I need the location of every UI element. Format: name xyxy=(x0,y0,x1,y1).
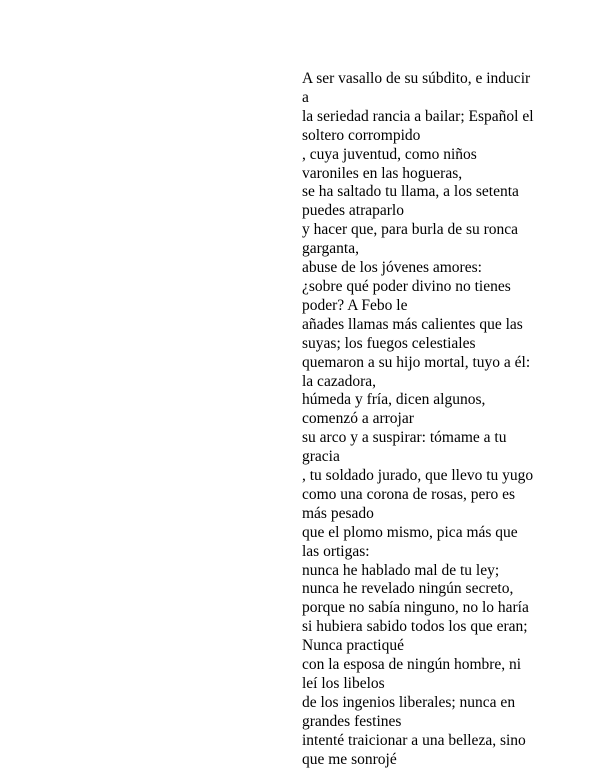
text-line: soltero corrompido xyxy=(302,126,421,144)
text-line: gracia xyxy=(302,448,340,466)
text-line: garganta, xyxy=(302,240,359,258)
text-line: ¿sobre qué poder divino no tienes xyxy=(302,277,511,295)
text-line: más pesado xyxy=(302,504,374,522)
text-line: puedes atraparlo xyxy=(302,202,404,220)
text-line: de los ingenios liberales; nunca en xyxy=(302,693,516,711)
text-line: con la esposa de ningún hombre, ni xyxy=(302,656,522,674)
text-line: leí los libelos xyxy=(302,675,385,692)
text-line: la seriedad rancia a bailar; Español el xyxy=(302,107,534,125)
text-line: comenzó a arrojar xyxy=(302,410,414,428)
text-line: que el plomo mismo, pica más que xyxy=(302,523,518,541)
text-line: A ser vasallo de su súbdito, e inducir xyxy=(302,70,531,87)
text-line: que me sonrojé xyxy=(302,750,397,768)
text-line: la cazadora, xyxy=(302,372,376,390)
text-line: como una corona de rosas, pero es xyxy=(302,485,516,503)
text-line: grandes festines xyxy=(302,712,402,730)
text-line: poder? A Febo le xyxy=(302,296,408,314)
text-line: nunca he revelado ningún secreto, xyxy=(302,580,514,598)
text-line: su arco y a suspirar: tómame a tu xyxy=(302,429,507,447)
text-line: , tu soldado jurado, que llevo tu yugo xyxy=(302,467,534,485)
text-line: se ha saltado tu llama, a los setenta xyxy=(302,183,519,201)
text-line: a xyxy=(302,88,309,106)
text-line: y hacer que, para burla de su ronca xyxy=(302,221,519,239)
text-line: porque no sabía ninguno, no lo haría xyxy=(302,599,529,617)
text-line: nunca he hablado mal de tu ley; xyxy=(302,561,500,579)
text-line: varoniles en las hogueras, xyxy=(302,164,463,182)
text-line: añades llamas más calientes que las xyxy=(302,315,523,333)
text-line: si hubiera sabido todos los que eran; xyxy=(302,618,528,636)
text-line: intenté traicionar a una belleza, sino xyxy=(302,731,526,749)
poem-text-block xyxy=(302,70,542,770)
text-line: las ortigas: xyxy=(302,542,370,560)
text-line: Nunca practiqué xyxy=(302,637,404,655)
text-line: abuse de los jóvenes amores: xyxy=(302,259,482,277)
text-line: suyas; los fuegos celestiales xyxy=(302,334,476,352)
text-line: húmeda y fría, dicen algunos, xyxy=(302,391,486,409)
text-line: quemaron a su hijo mortal, tuyo a él: xyxy=(302,353,531,371)
text-line: , cuya juventud, como niños xyxy=(302,145,477,163)
